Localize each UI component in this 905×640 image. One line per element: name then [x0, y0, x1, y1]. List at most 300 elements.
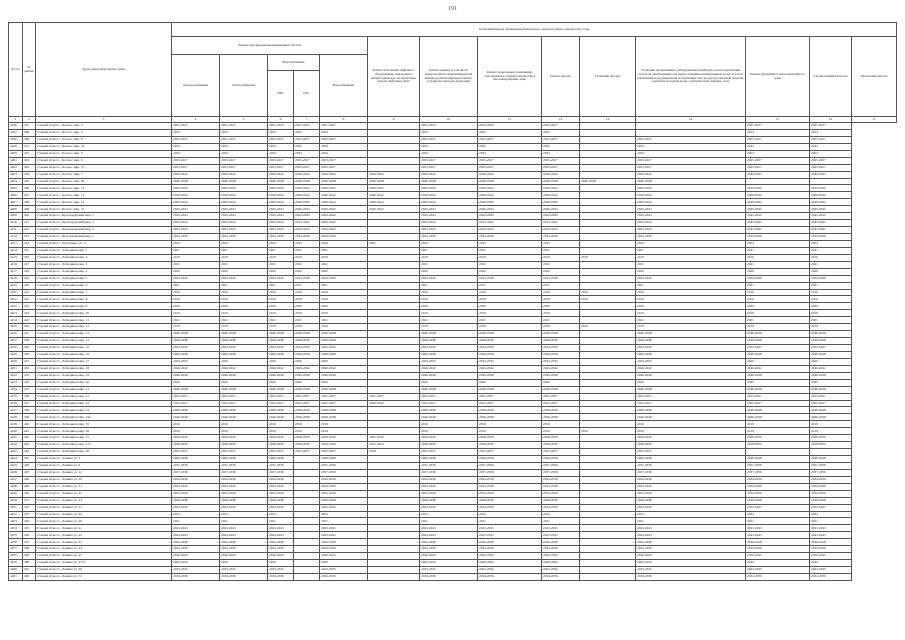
- year-cell: 2019: [636, 296, 746, 303]
- address-cell: Старый Оскол г., Лебединец мкр, 7: [36, 289, 172, 296]
- year-cell: 2046-2048: [542, 497, 580, 504]
- year-cell: [580, 553, 636, 560]
- year-cell: 2019: [580, 289, 636, 296]
- table-row: [9, 129, 897, 136]
- column-number-cell: 12: [542, 117, 580, 123]
- index-cell: 409: [23, 206, 36, 213]
- year-cell: 2021: [810, 261, 852, 268]
- index-cell: 4222: [9, 303, 23, 310]
- year-cell: 2046-2048: [420, 539, 478, 546]
- year-cell: 2019: [810, 421, 852, 428]
- year-cell: [368, 365, 420, 372]
- year-cell: 2034-2036: [636, 546, 746, 553]
- year-cell: 2025-2027: [542, 157, 580, 164]
- year-cell: 2043-2045: [746, 525, 810, 532]
- year-cell: 2021: [172, 317, 220, 324]
- year-cell: 2040-2042: [420, 365, 478, 372]
- year-cell: 2024: [172, 150, 220, 157]
- year-cell: 2037-2039: [268, 469, 294, 476]
- index-cell: 417: [23, 261, 36, 268]
- year-cell: 2043-2045: [320, 567, 368, 574]
- year-cell: 2037-2039: [220, 469, 268, 476]
- year-cell: 2019: [294, 296, 320, 303]
- year-cell: 2020: [636, 268, 746, 275]
- year-cell: 2025-2027: [420, 449, 478, 456]
- year-cell: 2019: [420, 421, 478, 428]
- year-cell: [368, 303, 420, 310]
- year-cell: 2021: [478, 317, 542, 324]
- year-cell: 2020: [746, 560, 810, 567]
- year-cell: 2046-2048: [542, 407, 580, 414]
- year-cell: 2043-2045: [636, 358, 746, 365]
- year-cell: 2020: [268, 379, 294, 386]
- index-cell: 454: [23, 518, 36, 525]
- year-cell: 2019: [542, 428, 580, 435]
- address-cell: Старый Оскол г., Лебединец мкр, 36: [36, 428, 172, 435]
- year-cell: 2025-2027: [478, 449, 542, 456]
- year-cell: 2025-2027: [542, 123, 580, 130]
- year-cell: 2019: [294, 310, 320, 317]
- year-cell: 2024: [810, 511, 852, 518]
- year-cell: 2020: [478, 379, 542, 386]
- table-row: [9, 310, 897, 317]
- index-cell: 4200: [9, 150, 23, 157]
- year-cell: [580, 573, 636, 580]
- year-cell: 2020: [636, 303, 746, 310]
- year-cell: 2025-2027: [636, 393, 746, 400]
- year-cell: 2034-2036: [746, 573, 810, 580]
- table-row: [9, 192, 897, 199]
- year-cell: 2024: [420, 143, 478, 150]
- year-cell: 2034-2036: [478, 275, 542, 282]
- table-row: [9, 234, 897, 241]
- year-cell: [368, 476, 420, 483]
- year-cell: 2024: [478, 143, 542, 150]
- index-cell: 4196: [9, 123, 23, 130]
- year-cell: 2040-2042: [636, 365, 746, 372]
- year-cell: 2046-2048: [810, 338, 852, 345]
- address-cell: Старый Оскол г., Космос мкр, 7а: [36, 164, 172, 171]
- year-cell: 2046-2048: [320, 351, 368, 358]
- index-cell: 4241: [9, 435, 23, 442]
- year-cell: 2024: [478, 511, 542, 518]
- index-cell: 4245: [9, 462, 23, 469]
- year-cell: 2024: [542, 511, 580, 518]
- year-cell: 2040-2042: [542, 192, 580, 199]
- year-cell: 2024: [478, 240, 542, 247]
- year-cell: [580, 150, 636, 157]
- year-cell: 2043-2045: [542, 220, 580, 227]
- year-cell: 2024: [220, 511, 268, 518]
- year-cell: 2025-2027: [172, 157, 220, 164]
- index-cell: 435: [23, 386, 36, 393]
- index-cell: 431: [23, 358, 36, 365]
- year-cell: 2028-2030: [220, 442, 268, 449]
- index-cell: 4231: [9, 365, 23, 372]
- year-cell: 2043-2045: [478, 504, 542, 511]
- year-cell: 2046-2048: [478, 497, 542, 504]
- year-cell: 2019: [172, 428, 220, 435]
- year-cell: 2019: [580, 296, 636, 303]
- year-cell: 2046-2048: [636, 178, 746, 185]
- index-cell: 4259: [9, 560, 23, 567]
- year-cell: 2020: [542, 268, 580, 275]
- address-cell: Старый Оскол г., Ленина ул, 39: [36, 511, 172, 518]
- year-cell: 2034-2036: [172, 490, 220, 497]
- index-cell: 4221: [9, 296, 23, 303]
- year-cell: [368, 483, 420, 490]
- year-cell: 2046-2048: [746, 407, 810, 414]
- year-cell: 2040-2042: [420, 185, 478, 192]
- year-cell: 2037-2039: [268, 462, 294, 469]
- year-cell: 2019: [220, 310, 268, 317]
- year-cell: 2043-2045: [746, 345, 810, 352]
- year-cell: 2043-2045: [220, 213, 268, 220]
- year-cell: 2046-2048: [636, 338, 746, 345]
- year-cell: 2025-2027: [320, 136, 368, 143]
- year-cell: 2021: [320, 247, 368, 254]
- year-cell: 2025-2027: [810, 123, 852, 130]
- year-cell: 2028-2030: [420, 442, 478, 449]
- year-cell: [368, 504, 420, 511]
- year-cell: 2046-2048: [478, 372, 542, 379]
- year-cell: 2019: [636, 310, 746, 317]
- year-cell: 2021: [746, 282, 810, 289]
- year-cell: 2019: [810, 428, 852, 435]
- index-cell: 4203: [9, 171, 23, 178]
- table-row: [9, 490, 897, 497]
- year-cell: 2040-2042: [636, 171, 746, 178]
- index-cell: 458: [23, 546, 36, 553]
- year-cell: 2034-2036: [294, 275, 320, 282]
- year-cell: 2024: [420, 150, 478, 157]
- year-cell: 2040-2042: [746, 553, 810, 560]
- year-cell: 2046-2048: [220, 331, 268, 338]
- year-cell: 2046-2048: [220, 178, 268, 185]
- address-cell: Старый Оскол г., Краснодарский мкр, 5: [36, 234, 172, 241]
- year-cell: 2043-2045: [542, 227, 580, 234]
- year-cell: 2046-2048: [542, 372, 580, 379]
- year-cell: 2021: [268, 261, 294, 268]
- year-cell: 2043-2045: [478, 567, 542, 574]
- year-cell: [368, 261, 420, 268]
- year-cell: 2043-2045: [172, 213, 220, 220]
- index-cell: 369: [23, 136, 36, 143]
- address-cell: Старый Оскол г., Лебединец мкр, 16: [36, 351, 172, 358]
- year-cell: [368, 497, 420, 504]
- column-number-cell: 16: [810, 117, 852, 123]
- year-cell: 2040-2042: [420, 206, 478, 213]
- index-cell: 4224: [9, 317, 23, 324]
- year-cell: 2046-2048: [268, 351, 294, 358]
- year-cell: 2034-2036: [420, 546, 478, 553]
- index-cell: 438: [23, 407, 36, 414]
- index-cell: 432: [23, 365, 36, 372]
- year-cell: 2019: [542, 254, 580, 261]
- year-cell: 2043-2045: [478, 525, 542, 532]
- year-cell: [580, 476, 636, 483]
- index-cell: 401: [23, 143, 36, 150]
- table-row: [9, 282, 897, 289]
- address-cell: Старый Оскол г., Лебединец мкр, 19: [36, 372, 172, 379]
- table-row: [9, 247, 897, 254]
- table-body: [9, 123, 897, 581]
- index-cell: 411: [23, 220, 36, 227]
- year-cell: 2025-2027: [294, 136, 320, 143]
- year-cell: 2046-2048: [542, 338, 580, 345]
- year-cell: 2034-2036: [746, 476, 810, 483]
- year-cell: [580, 518, 636, 525]
- year-cell: 2046-2048: [810, 331, 852, 338]
- year-cell: [368, 150, 420, 157]
- year-cell: 2043-2045: [420, 213, 478, 220]
- year-cell: 2046-2048: [746, 386, 810, 393]
- year-cell: 2025-2027: [268, 136, 294, 143]
- year-cell: 2040-2042: [542, 553, 580, 560]
- column-number-cell: 15: [746, 117, 810, 123]
- index-cell: 437: [23, 400, 36, 407]
- index-cell: 4235: [9, 393, 23, 400]
- address-cell: Старый Оскол г., Космос мкр, 8: [36, 136, 172, 143]
- year-cell: 2040-2042: [172, 365, 220, 372]
- year-cell: 2046-2048: [172, 414, 220, 421]
- address-cell: Старый Оскол г., Космос мкр, 7: [36, 171, 172, 178]
- year-cell: 2020: [172, 379, 220, 386]
- year-cell: 2034-2036: [636, 490, 746, 497]
- year-cell: 2037-2039: [746, 469, 810, 476]
- year-cell: [368, 338, 420, 345]
- year-cell: 2025-2027: [746, 157, 810, 164]
- year-cell: 2025-2027: [810, 136, 852, 143]
- year-cell: 2020: [220, 560, 268, 567]
- index-cell: 407: [23, 192, 36, 199]
- year-cell: 2046-2048: [220, 407, 268, 414]
- year-cell: 2046-2048: [810, 372, 852, 379]
- index-cell: 4202: [9, 164, 23, 171]
- table-row: [9, 123, 897, 130]
- table-row: [9, 365, 897, 372]
- year-cell: 2043-2045: [268, 567, 294, 574]
- year-cell: 2046-2048: [220, 338, 268, 345]
- year-cell: 2021: [542, 282, 580, 289]
- year-cell: 2046-2048: [420, 497, 478, 504]
- year-cell: 2021: [810, 282, 852, 289]
- year-cell: [580, 372, 636, 379]
- year-cell: 2043-2045: [746, 227, 810, 234]
- year-cell: [294, 456, 320, 463]
- year-cell: 2046-2048: [368, 178, 420, 185]
- year-cell: 2040-2042: [810, 171, 852, 178]
- year-cell: [368, 331, 420, 338]
- year-cell: 2046-2048: [810, 539, 852, 546]
- year-cell: [294, 539, 320, 546]
- table-row: [9, 504, 897, 511]
- year-cell: [368, 310, 420, 317]
- year-cell: 2024: [220, 129, 268, 136]
- year-cell: 2046-2048: [294, 351, 320, 358]
- year-cell: [368, 123, 420, 130]
- address-cell: Старый Оскол г., Ленина ул, 43: [36, 539, 172, 546]
- year-cell: [580, 567, 636, 574]
- year-cell: 2034-2036: [220, 476, 268, 483]
- year-cell: [580, 351, 636, 358]
- year-cell: 2040-2042: [220, 192, 268, 199]
- year-cell: 2034-2036: [268, 490, 294, 497]
- index-cell: 368: [23, 129, 36, 136]
- index-cell: 4239: [9, 421, 23, 428]
- year-cell: 2023-2025: [478, 123, 542, 130]
- column-number-cell: 13: [580, 117, 636, 123]
- index-cell: 4256: [9, 539, 23, 546]
- year-cell: 2043-2045: [420, 504, 478, 511]
- year-cell: [580, 532, 636, 539]
- year-cell: 2021: [542, 518, 580, 525]
- year-cell: [580, 393, 636, 400]
- table-row: [9, 442, 897, 449]
- year-cell: [580, 407, 636, 414]
- year-cell: 2025-2027: [478, 157, 542, 164]
- year-cell: 2025-2027: [542, 449, 580, 456]
- index-cell: 447: [23, 469, 36, 476]
- year-cell: 2046-2048: [636, 351, 746, 358]
- index-cell: 416: [23, 254, 36, 261]
- header-roof: Ремонт крыши, в том числе переустройство невентилируемой крыши на вентилируемую крышу, устройство выходов на кровлю: [420, 37, 478, 117]
- year-cell: 2024: [542, 143, 580, 150]
- year-cell: 2046-2048: [420, 331, 478, 338]
- year-cell: 2043-2045: [320, 504, 368, 511]
- year-cell: [580, 247, 636, 254]
- year-cell: 2040-2042: [542, 185, 580, 192]
- year-cell: 2034-2036: [542, 234, 580, 241]
- address-cell: Старый Оскол г., Космос мкр, 6: [36, 157, 172, 164]
- address-cell: Старый Оскол г., Лебединец мкр, 1: [36, 247, 172, 254]
- year-cell: 2034-2036: [320, 483, 368, 490]
- year-cell: [368, 539, 420, 546]
- year-cell: 2046-2048: [420, 456, 478, 463]
- address-cell: Старый Оскол г., Космос мкр, 3: [36, 123, 172, 130]
- year-cell: 2019: [268, 421, 294, 428]
- year-cell: 2019: [320, 296, 368, 303]
- year-cell: [368, 421, 420, 428]
- year-cell: 2020: [810, 379, 852, 386]
- year-cell: 2046-2048: [294, 338, 320, 345]
- year-cell: [368, 567, 420, 574]
- table-row: [9, 428, 897, 435]
- year-cell: [580, 449, 636, 456]
- year-cell: 2019: [172, 254, 220, 261]
- year-cell: [368, 560, 420, 567]
- index-cell: 4242: [9, 442, 23, 449]
- address-cell: Старый Оскол г., Лебединец мкр, 38: [36, 449, 172, 456]
- year-cell: [810, 449, 852, 456]
- year-cell: [580, 227, 636, 234]
- year-cell: 2034-2036: [420, 234, 478, 241]
- year-cell: 2019: [268, 289, 294, 296]
- year-cell: 2040-2042: [636, 553, 746, 560]
- year-cell: [580, 303, 636, 310]
- year-cell: 2019: [746, 421, 810, 428]
- year-cell: 2040-2042: [172, 206, 220, 213]
- year-cell: 2046-2048: [542, 456, 580, 463]
- year-cell: 2040-2042: [172, 560, 220, 567]
- year-cell: 2040-2042: [172, 199, 220, 206]
- year-cell: 2037-2039: [810, 469, 852, 476]
- year-cell: [368, 386, 420, 393]
- year-cell: 2021: [320, 261, 368, 268]
- address-cell: Старый Оскол г., Краснодарский мкр, 1: [36, 213, 172, 220]
- index-cell: 401: [23, 150, 36, 157]
- index-cell: 433: [23, 372, 36, 379]
- year-cell: 2019: [320, 254, 368, 261]
- year-cell: 2043-2045: [746, 213, 810, 220]
- year-cell: [368, 227, 420, 234]
- year-cell: 2034-2036: [320, 490, 368, 497]
- year-cell: 2020: [746, 303, 810, 310]
- year-cell: [294, 462, 320, 469]
- year-cell: 2019: [636, 254, 746, 261]
- year-cell: 2034-2036: [636, 476, 746, 483]
- year-cell: 2034-2036: [268, 483, 294, 490]
- year-cell: 2043-2045: [810, 213, 852, 220]
- address-cell: Старый Оскол г., Лебединец мкр, 13: [36, 331, 172, 338]
- year-cell: 2046-2048: [478, 414, 542, 421]
- year-cell: 2034-2036: [810, 490, 852, 497]
- year-cell: 2046-2048: [746, 351, 810, 358]
- year-cell: [580, 560, 636, 567]
- year-cell: 2020: [320, 560, 368, 567]
- year-cell: 2019: [268, 254, 294, 261]
- table-row: [9, 539, 897, 546]
- year-cell: 2019: [542, 324, 580, 331]
- header-engineering-systems: Ремонт внутридомовых инженерных систем: [172, 37, 368, 55]
- year-cell: 2021: [220, 261, 268, 268]
- table-row: [9, 379, 897, 386]
- index-cell: 4208: [9, 206, 23, 213]
- year-cell: 2046-2048: [320, 338, 368, 345]
- year-cell: 2021: [810, 247, 852, 254]
- year-cell: 2034-2036: [746, 275, 810, 282]
- year-cell: 2025-2027: [420, 157, 478, 164]
- year-cell: 2034-2036: [810, 476, 852, 483]
- year-cell: 2043-2045: [420, 358, 478, 365]
- year-cell: 2019: [172, 296, 220, 303]
- year-cell: 2019: [636, 421, 746, 428]
- year-cell: 2021: [220, 518, 268, 525]
- year-cell: 2020: [746, 268, 810, 275]
- year-cell: 2046-2048: [478, 407, 542, 414]
- year-cell: [636, 129, 746, 136]
- index-cell: 441: [23, 428, 36, 435]
- year-cell: 2040-2042: [220, 199, 268, 206]
- year-cell: 2024: [636, 150, 746, 157]
- year-cell: [294, 518, 320, 525]
- year-cell: 2019: [420, 289, 478, 296]
- year-cell: 2019: [478, 296, 542, 303]
- table-row: [9, 393, 897, 400]
- year-cell: 2028-2030: [542, 435, 580, 442]
- year-cell: 2046-2048: [220, 497, 268, 504]
- year-cell: 2025-2027: [172, 449, 220, 456]
- year-cell: 2043-2045: [636, 213, 746, 220]
- year-cell: 2043-2045: [220, 532, 268, 539]
- year-cell: 2040-2042: [810, 185, 852, 192]
- year-cell: 2020: [220, 303, 268, 310]
- year-cell: 2046-2048: [268, 456, 294, 463]
- year-cell: 2025-2027: [220, 164, 268, 171]
- table-row: [9, 199, 897, 206]
- index-cell: 429: [23, 345, 36, 352]
- table-row: [9, 351, 897, 358]
